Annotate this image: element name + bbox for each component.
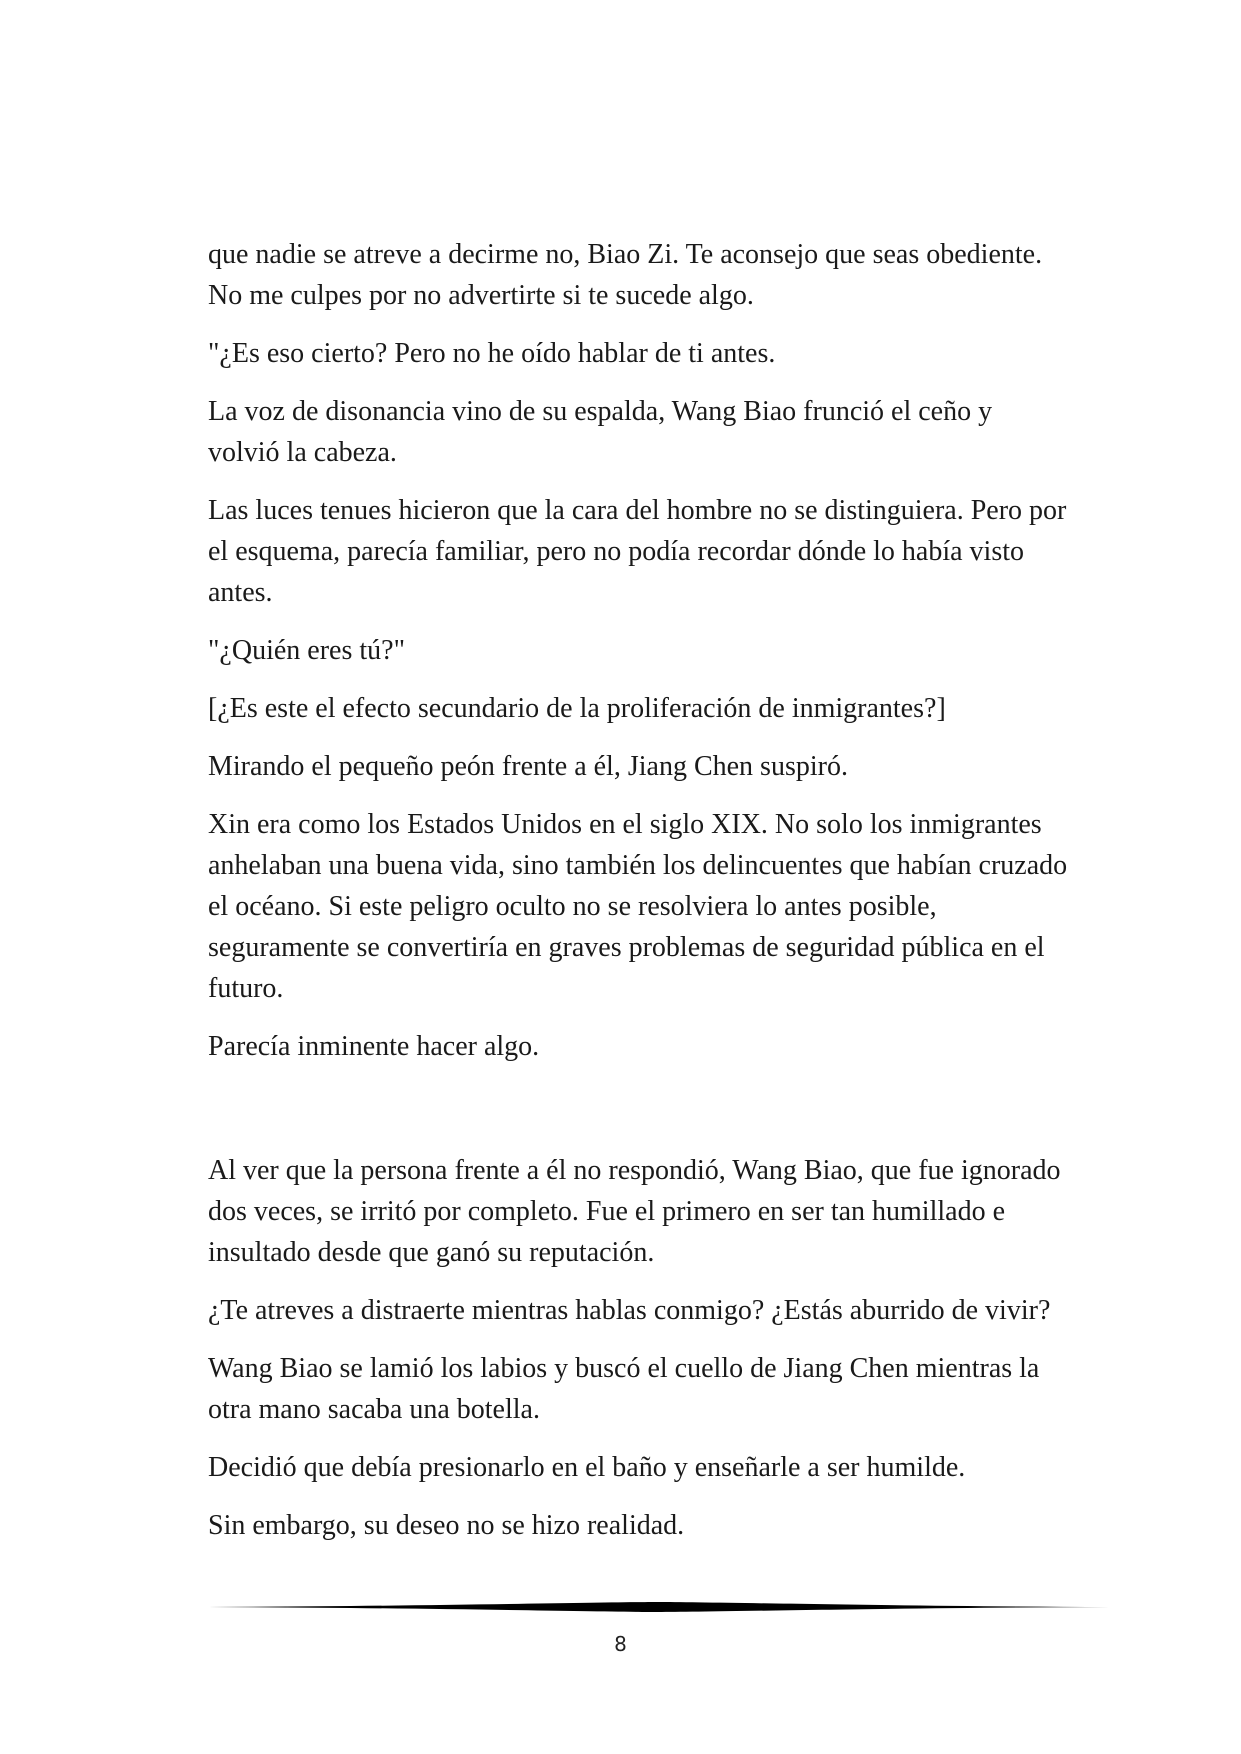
paragraph: Mirando el pequeño peón frente a él, Jiang Chen suspiró. bbox=[208, 751, 848, 782]
paragraph: "¿Quién eres tú?" bbox=[208, 635, 405, 666]
paragraph: Sin embargo, su deseo no se hizo realidad. bbox=[208, 1510, 685, 1541]
paragraph: Al ver que la persona frente a él no respondió, Wang Biao, que fue ignorado dos veces, se irritó por completo. Fue el primero en ser tan humillado e insultado desde que ganó su reputación. bbox=[208, 1155, 1061, 1268]
body-text-section-2 bbox=[208, 1150, 1068, 1563]
body-text-section-1 bbox=[208, 234, 1068, 1084]
paragraph: Las luces tenues hicieron que la cara del hombre no se distinguiera. Pero por el esquema, parecía familiar, pero no podía recordar dónde lo había visto antes. bbox=[208, 495, 1067, 608]
paragraph: "¿Es eso cierto? Pero no he oído hablar de ti antes. bbox=[208, 338, 776, 369]
paragraph: La voz de disonancia vino de su espalda, Wang Biao frunció el ceño y volvió la cabeza. bbox=[208, 396, 993, 468]
paragraph: Wang Biao se lamió los labios y buscó el cuello de Jiang Chen mientras la otra mano sacaba una botella. bbox=[208, 1353, 1040, 1425]
paragraph: Parecía inminente hacer algo. bbox=[208, 1031, 540, 1062]
paragraph: que nadie se atreve a decirme no, Biao Zi. Te aconsejo que seas obediente. No me culpes por no advertirte si te sucede algo. bbox=[208, 239, 1043, 311]
paragraph: Xin era como los Estados Unidos en el siglo XIX. No solo los inmigrantes anhelaban una buena vida, sino también los delincuentes que habían cruzado el océano. Si este peligro oculto no se resolviera lo antes posible, seguramente se convertiría en graves problemas de seguridad pública en el futuro. bbox=[208, 809, 1068, 1004]
paragraph: Decidió que debía presionarlo en el baño y enseñarle a ser humilde. bbox=[208, 1452, 966, 1483]
paragraph: ¿Te atreves a distraerte mientras hablas conmigo? ¿Estás aburrido de vivir? bbox=[208, 1295, 1051, 1326]
footer-divider bbox=[208, 1600, 1110, 1614]
page-number: 8 bbox=[614, 1632, 627, 1656]
paragraph: [¿Es este el efecto secundario de la proliferación de inmigrantes?] bbox=[208, 693, 946, 724]
